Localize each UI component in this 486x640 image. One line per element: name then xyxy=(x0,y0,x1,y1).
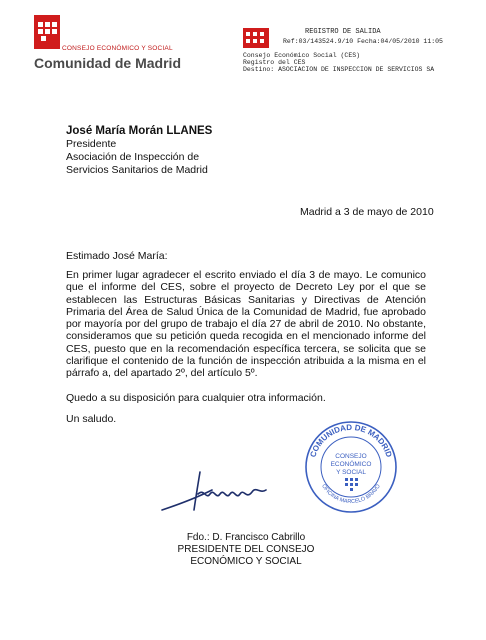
stamp-line-1: Consejo Económico Social (CES) xyxy=(243,52,361,59)
recipient-title: Presidente xyxy=(66,138,117,150)
seal-center-line-2: ECONÓMICO xyxy=(330,461,372,468)
seal-center-line-1: CONSEJO xyxy=(335,453,367,460)
stamp-destination: Destino: ASOCIACION DE INSPECCION DE SERVICIOS SA xyxy=(243,66,435,73)
letter-date: Madrid a 3 de mayo de 2010 xyxy=(300,206,434,218)
stamp-line-2: Registro del CES xyxy=(243,59,306,66)
signer-title-1: PRESIDENTE DEL CONSEJO xyxy=(177,544,315,555)
council-name: CONSEJO ECONÓMICO Y SOCIAL xyxy=(62,45,173,52)
letter-body: En primer lugar agradecer el escrito enviado el día 3 de mayo. Le comunico que el informe del CES, sobre el proyecto de Decreto Ley por el que se establecen las Estructuras Básicas Sanitarias y Directivas de Atención Primaria del Área de Salud Única de la Comunidad de Madrid, fue aprobado por mayoría por del grupo de trabajo el día 27 de abril de 2010. No obstante, consideramos que su petición queda recogida en el mencionado informe del CES, puesto que en la recomendación específica tercera, se solicita que se clarifique el contenido de la función de inspección atribuida a la misma en el párrafo a, del apartado 2º, del artículo 5º. xyxy=(66,269,426,380)
region-name: Comunidad de Madrid xyxy=(34,55,181,71)
recipient-name: José María Morán LLANES xyxy=(66,125,213,137)
seal-ring-text: COMUNIDAD DE MADRID xyxy=(308,422,394,459)
official-seal xyxy=(304,420,398,514)
recipient-org-line-2: Servicios Sanitarios de Madrid xyxy=(66,164,208,176)
signer-title-2: ECONÓMICO Y SOCIAL xyxy=(190,556,302,567)
closing-line: Quedo a su disposición para cualquier otra información. xyxy=(66,392,326,404)
salutation: Estimado José María: xyxy=(66,250,168,262)
registry-stamp xyxy=(243,28,473,80)
seal-center-line-3: Y SOCIAL xyxy=(336,469,366,476)
stamp-title: REGISTRO DE SALIDA xyxy=(305,28,381,36)
stamp-reference: Ref:03/143524.9/10 Fecha:04/05/2010 11:05 xyxy=(283,38,443,45)
seal-bottom-text: OFICINA MARCELO BRAVO xyxy=(320,483,382,506)
stamp-flag-icon xyxy=(243,28,269,48)
handwritten-signature xyxy=(160,466,270,516)
letterhead-logo xyxy=(34,15,181,71)
madrid-flag-icon xyxy=(34,15,60,49)
signer-name: Fdo.: D. Francisco Cabrillo xyxy=(186,532,306,543)
recipient-block xyxy=(66,125,212,177)
farewell: Un saludo. xyxy=(66,413,117,425)
recipient-org-line-1: Asociación de Inspección de xyxy=(66,151,200,163)
seal-stars-icon xyxy=(345,478,358,491)
svg-text:OFICINA MARCELO BRAVO xyxy=(320,483,382,505)
signer-block xyxy=(176,532,316,568)
